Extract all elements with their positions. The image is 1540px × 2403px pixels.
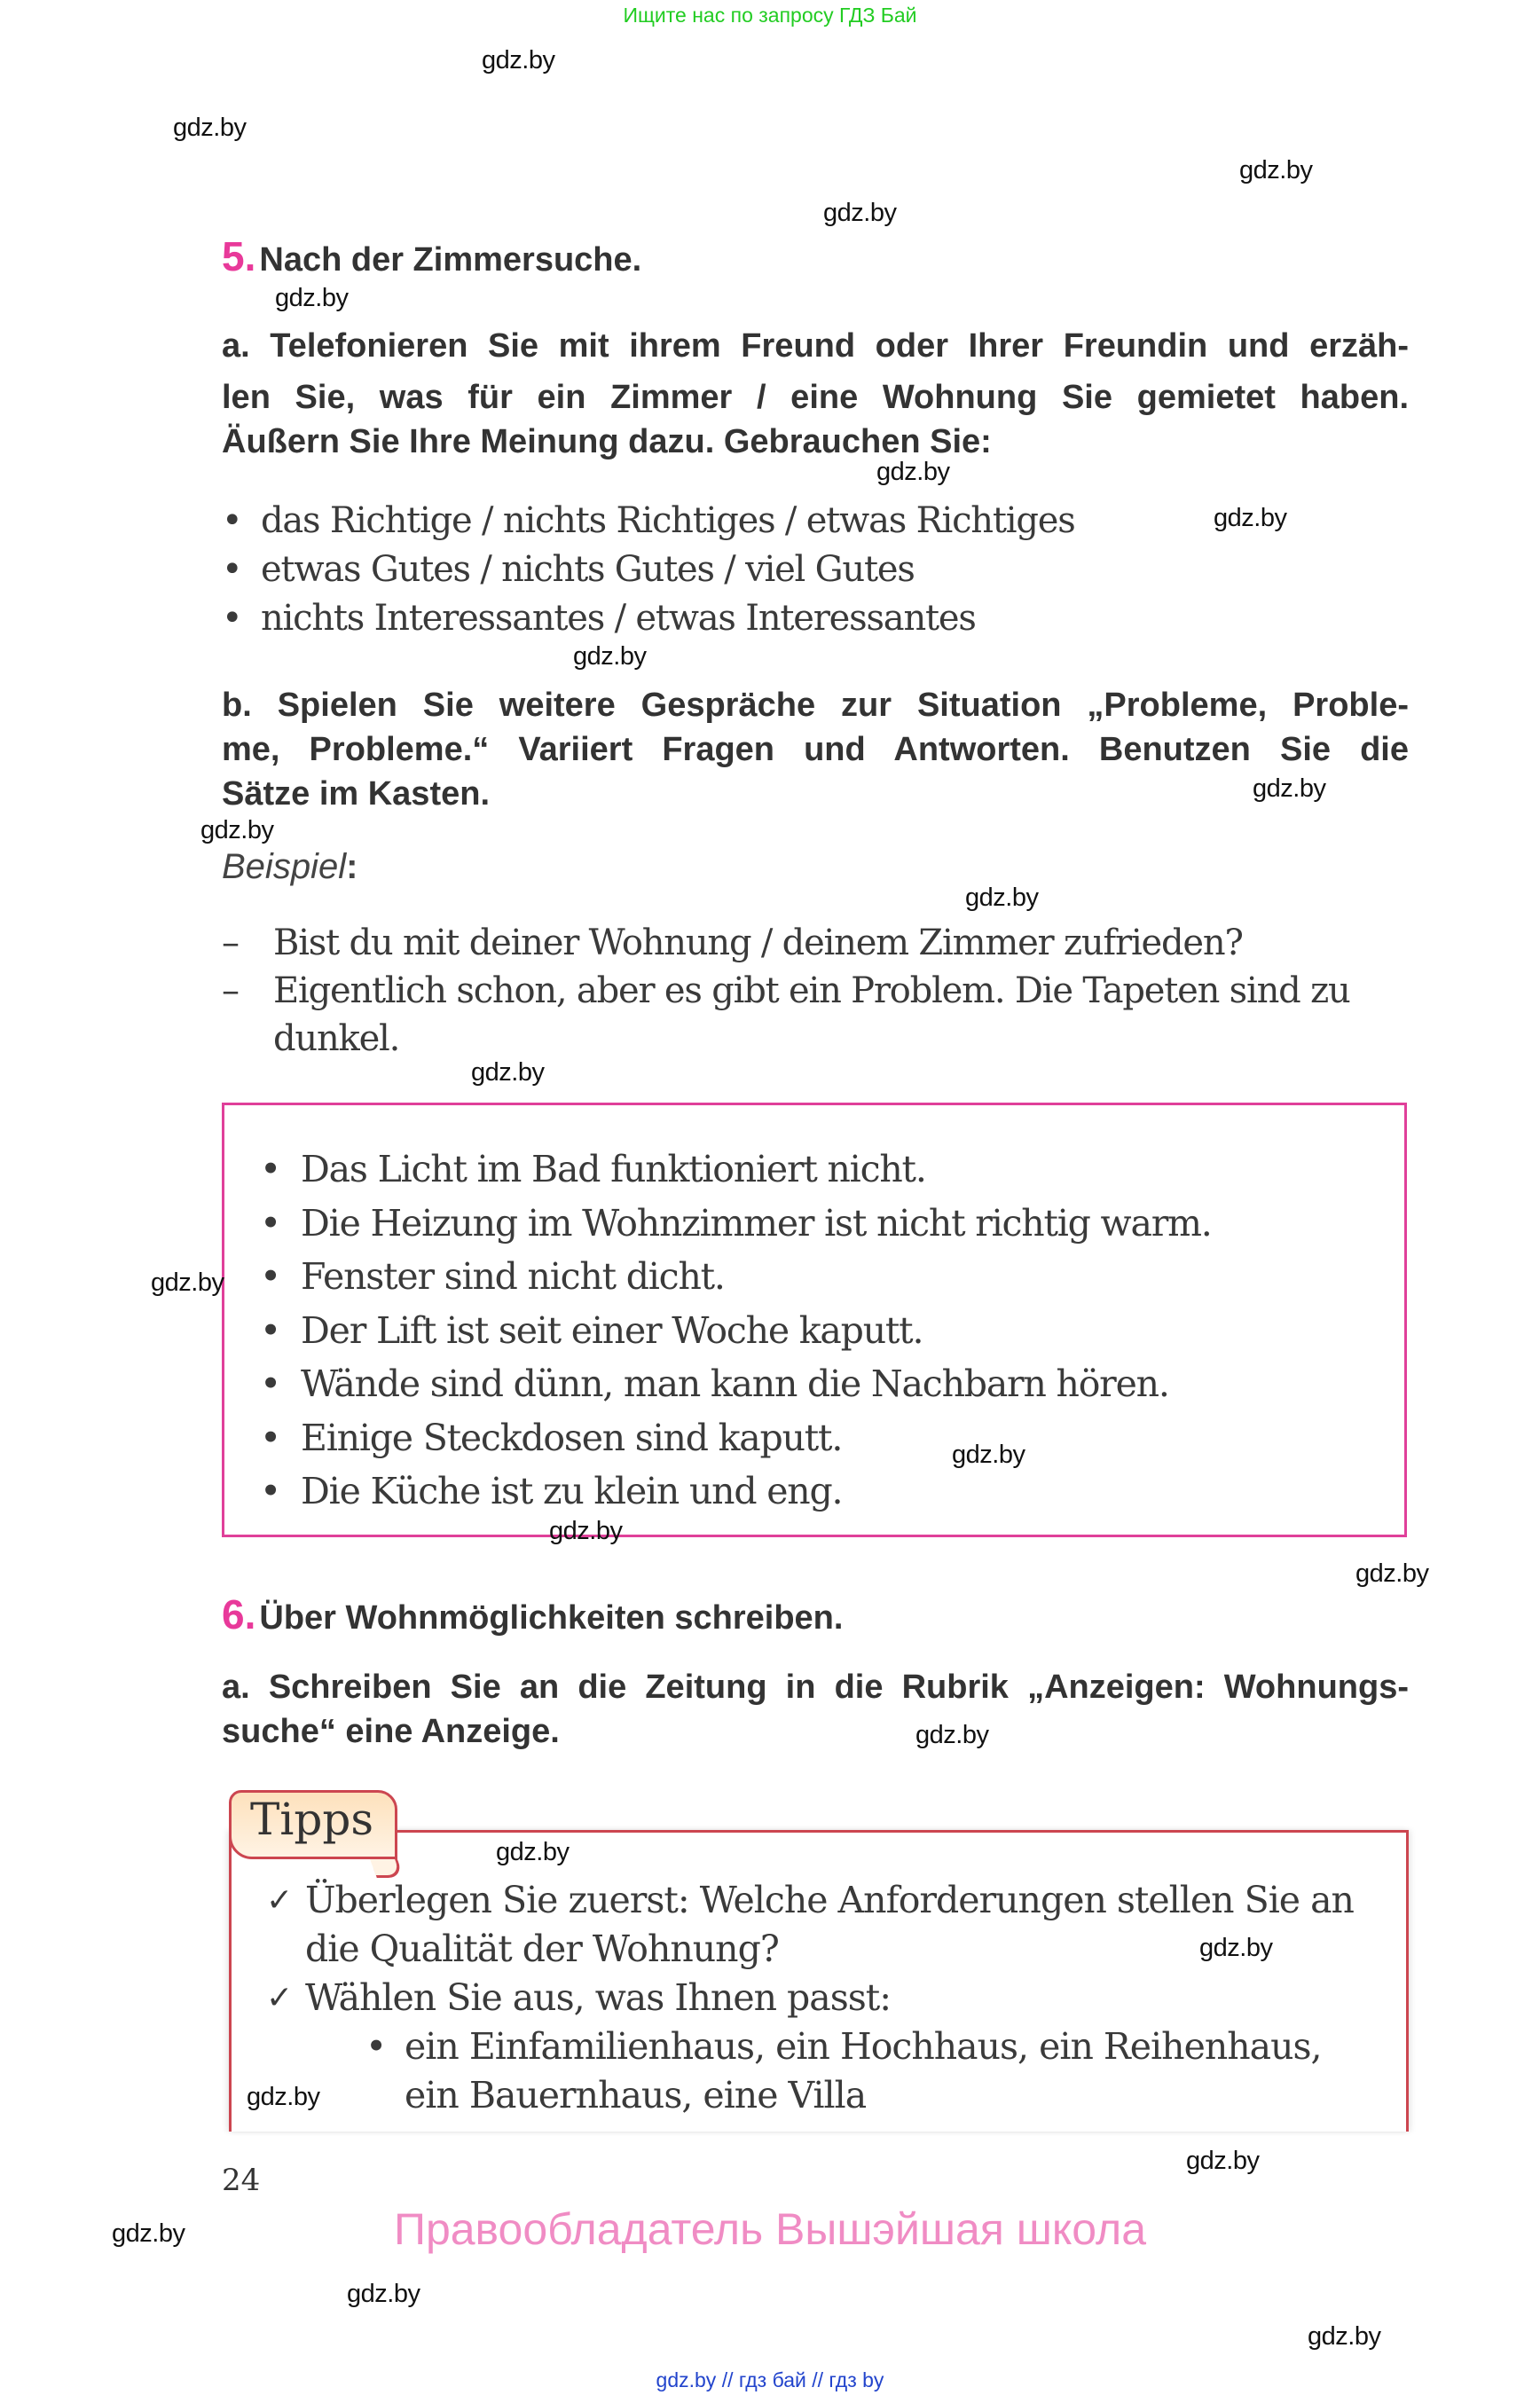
watermark: gdz.by [1214, 504, 1287, 532]
tip-sublist [305, 2022, 1382, 2120]
exercise-6-task-a [222, 1665, 1409, 1754]
watermark: gdz.by [200, 816, 274, 844]
bullet-icon: • [222, 500, 242, 541]
watermark: gdz.by [1308, 2322, 1381, 2351]
bottom-links[interactable]: gdz.by // гдз бай // гдз by [656, 2368, 884, 2391]
tips-list [264, 1876, 1382, 2120]
watermark: gdz.by [549, 1517, 623, 1545]
watermark: gdz.by [482, 46, 555, 75]
checkmark-icon: ✓ [266, 1882, 293, 1919]
bullet-icon: • [260, 1416, 280, 1459]
dash-icon: – [222, 923, 239, 963]
list-item: • Der Lift ist seit einer Woche kaputt. [260, 1304, 1212, 1358]
watermark: gdz.by [1199, 1934, 1273, 1962]
watermark: gdz.by [347, 2280, 420, 2308]
bullet-icon: • [222, 549, 242, 590]
copyright-holder: Правообладатель Вышэйшая школа [394, 2204, 1146, 2254]
watermark: gdz.by [1253, 774, 1326, 803]
bullet-icon: • [222, 598, 242, 639]
task-line: len Sie, was für ein Zimmer / eine Wohnung Sie gemietet haben. [222, 379, 1409, 416]
exercise-5-task-b [222, 683, 1409, 816]
watermark: gdz.by [876, 458, 950, 486]
tip-item: ✓ Überlegen Sie zuerst: Welche Anforderungen stellen Sie an die Qualität der Wohnung? [264, 1876, 1382, 1974]
bullet-icon: • [260, 1201, 280, 1245]
phrase-list [222, 497, 1075, 643]
tip-item: ✓ Wählen Sie aus, was Ihnen passt: • ein Einfamilienhaus, ein Hochhaus, ein Reihenhaus, ein Bauernhaus, eine Villa [264, 1974, 1382, 2120]
top-banner: Ищите нас по запросу ГДЗ Бай [623, 4, 917, 27]
watermark: gdz.by [471, 1058, 545, 1087]
dialog-line: – Eigentlich schon, aber es gibt ein Problem. Die Tapeten sind zu dunkel. [222, 967, 1410, 1063]
task-line: b. Spielen Sie weitere Gespräche zur Situation „Probleme, Proble- [222, 687, 1409, 724]
watermark: gdz.by [573, 642, 647, 671]
watermark: gdz.by [1239, 156, 1313, 185]
list-item: • Fenster sind nicht dicht. [260, 1250, 1212, 1304]
watermark: gdz.by [496, 1838, 570, 1866]
watermark: gdz.by [965, 883, 1039, 912]
watermark: gdz.by [915, 1721, 989, 1749]
bullet-icon: • [260, 1470, 280, 1512]
exercise-title: Über Wohnmöglichkeiten schreiben. [259, 1599, 844, 1637]
sentence-box [222, 1103, 1407, 1537]
tips-label: Tipps [250, 1794, 374, 1845]
list-item: • ein Einfamilienhaus, ein Hochhaus, ein Reihenhaus, ein Bauernhaus, eine Villa [365, 2022, 1382, 2120]
checkmark-icon: ✓ [266, 1980, 293, 2016]
watermark: gdz.by [1186, 2147, 1260, 2175]
bullet-icon: • [260, 1255, 280, 1298]
watermark: gdz.by [275, 284, 349, 312]
task-line: Sätze im Kasten. [222, 775, 490, 813]
sentence-list [260, 1143, 1212, 1519]
task-line: a. Schreiben Sie an die Zeitung in die Rubrik „Anzeigen: Wohnungs- [222, 1669, 1409, 1706]
list-item: • Wände sind dünn, man kann die Nachbarn hören. [260, 1357, 1212, 1411]
exercise-title: Nach der Zimmersuche. [259, 241, 642, 279]
bullet-icon: • [260, 1362, 280, 1405]
list-item: • das Richtige / nichts Richtiges / etwas Richtiges [222, 497, 1075, 546]
watermark: gdz.by [823, 199, 897, 227]
bullet-icon: • [260, 1308, 280, 1352]
list-item: • Das Licht im Bad funktioniert nicht. [260, 1143, 1212, 1197]
bullet-icon: • [260, 1148, 280, 1190]
watermark: gdz.by [151, 1268, 224, 1297]
watermark: gdz.by [173, 114, 247, 142]
task-line: a. Telefonieren Sie mit ihrem Freund oder Ihrer Freundin und erzäh- [222, 327, 1409, 365]
exercise-number: 6. [222, 1591, 256, 1637]
watermark: gdz.by [112, 2219, 185, 2248]
watermark: gdz.by [952, 1441, 1025, 1469]
exercise-6-heading [222, 1590, 843, 1638]
exercise-number: 5. [222, 233, 256, 279]
bullet-icon: • [365, 2025, 387, 2068]
watermark: gdz.by [247, 2083, 320, 2111]
exercise-5-heading [222, 232, 641, 280]
example-dialog [222, 919, 1410, 1063]
page-number: 24 [222, 2163, 261, 2198]
list-item: • Die Heizung im Wohnzimmer ist nicht richtig warm. [260, 1197, 1212, 1251]
task-line: Äußern Sie Ihre Meinung dazu. Gebrauchen Sie: [222, 423, 992, 460]
dialog-line: – Bist du mit deiner Wohnung / deinem Zimmer zufrieden? [222, 919, 1410, 967]
list-item: • etwas Gutes / nichts Gutes / viel Gutes [222, 546, 1075, 594]
dash-icon: – [222, 970, 239, 1011]
list-item: • Einige Steckdosen sind kaputt. [260, 1411, 1212, 1465]
example-label: Beispiel: [222, 847, 358, 886]
list-item: • Die Küche ist zu klein und eng. [260, 1465, 1212, 1519]
exercise-5-task-a [222, 324, 1409, 464]
task-line: suche“ eine Anzeige. [222, 1713, 560, 1750]
task-line: me, Probleme.“ Variiert Fragen und Antworten. Benutzen Sie die [222, 731, 1409, 768]
watermark: gdz.by [1355, 1559, 1429, 1588]
list-item: • nichts Interessantes / etwas Interessantes [222, 594, 1075, 643]
